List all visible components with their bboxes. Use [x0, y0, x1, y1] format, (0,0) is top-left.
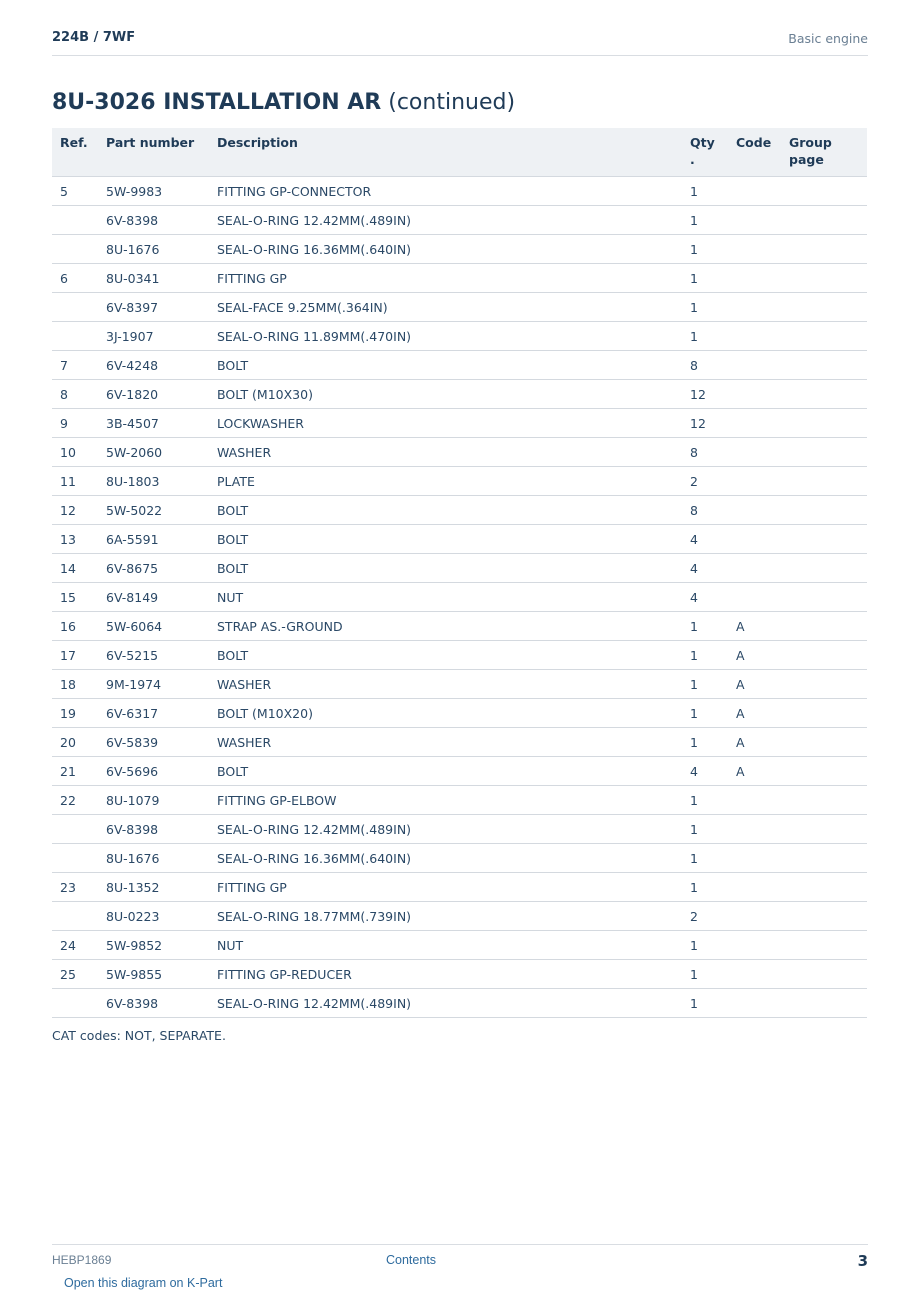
cell-part-number: 6V-8397 — [98, 293, 209, 322]
document-code: HEBP1869 — [52, 1253, 112, 1267]
cell-ref: 18 — [52, 670, 98, 699]
cell-ref: 6 — [52, 264, 98, 293]
cell-description: SEAL-O-RING 16.36MM(.640IN) — [209, 844, 682, 873]
cell-code — [728, 989, 781, 1018]
cell-qty: 2 — [682, 467, 728, 496]
cell-code — [728, 409, 781, 438]
cell-description: WASHER — [209, 438, 682, 467]
cell-description: BOLT — [209, 641, 682, 670]
table-row — [52, 177, 867, 206]
cell-description: BOLT — [209, 525, 682, 554]
cell-part-number: 8U-1352 — [98, 873, 209, 902]
cell-qty: 12 — [682, 380, 728, 409]
cell-group-page — [781, 525, 867, 554]
cell-description: SEAL-O-RING 12.42MM(.489IN) — [209, 989, 682, 1018]
col-header-ref: Ref. — [52, 128, 98, 177]
table-row — [52, 670, 867, 699]
cell-group-page — [781, 496, 867, 525]
cell-part-number: 6V-1820 — [98, 380, 209, 409]
cell-code — [728, 583, 781, 612]
table-row — [52, 467, 867, 496]
cell-description: SEAL-O-RING 16.36MM(.640IN) — [209, 235, 682, 264]
cell-group-page — [781, 467, 867, 496]
cell-qty: 8 — [682, 438, 728, 467]
table-row — [52, 844, 867, 873]
cell-qty: 1 — [682, 612, 728, 641]
cell-description: BOLT — [209, 757, 682, 786]
page-title-main: 8U-3026 INSTALLATION AR — [52, 90, 382, 115]
cell-code — [728, 438, 781, 467]
cell-qty: 8 — [682, 351, 728, 380]
cell-description: BOLT — [209, 351, 682, 380]
cell-qty: 1 — [682, 786, 728, 815]
cell-ref: 17 — [52, 641, 98, 670]
cell-description: SEAL-O-RING 18.77MM(.739IN) — [209, 902, 682, 931]
cell-qty: 1 — [682, 177, 728, 206]
cell-qty: 4 — [682, 583, 728, 612]
cell-group-page — [781, 960, 867, 989]
table-row — [52, 960, 867, 989]
cell-part-number: 6V-8398 — [98, 815, 209, 844]
cell-code — [728, 873, 781, 902]
cell-description: FITTING GP — [209, 873, 682, 902]
cell-group-page — [781, 206, 867, 235]
cell-group-page — [781, 873, 867, 902]
table-row — [52, 699, 867, 728]
cell-code — [728, 467, 781, 496]
cell-group-page — [781, 351, 867, 380]
cell-part-number: 5W-5022 — [98, 496, 209, 525]
cell-code — [728, 293, 781, 322]
cell-code — [728, 235, 781, 264]
cell-part-number: 8U-0223 — [98, 902, 209, 931]
page-number: 3 — [857, 1252, 868, 1270]
cell-ref — [52, 815, 98, 844]
cell-group-page — [781, 728, 867, 757]
cell-qty: 1 — [682, 206, 728, 235]
cell-code — [728, 902, 781, 931]
cell-code — [728, 931, 781, 960]
cell-part-number: 5W-6064 — [98, 612, 209, 641]
cell-part-number: 6V-4248 — [98, 351, 209, 380]
cell-code: A — [728, 641, 781, 670]
cell-code — [728, 496, 781, 525]
cell-code — [728, 525, 781, 554]
cell-group-page — [781, 554, 867, 583]
parts-table-body — [52, 177, 867, 1018]
table-row — [52, 293, 867, 322]
table-row — [52, 409, 867, 438]
section-label: Basic engine — [788, 31, 868, 46]
cell-code — [728, 815, 781, 844]
cell-description: WASHER — [209, 728, 682, 757]
page-title-suffix: (continued) — [388, 90, 516, 115]
cell-part-number: 6V-5696 — [98, 757, 209, 786]
cell-description: SEAL-O-RING 11.89MM(.470IN) — [209, 322, 682, 351]
cell-qty: 1 — [682, 264, 728, 293]
cell-group-page — [781, 786, 867, 815]
cell-qty: 2 — [682, 902, 728, 931]
cell-part-number: 5W-9852 — [98, 931, 209, 960]
table-row — [52, 757, 867, 786]
cell-qty: 1 — [682, 989, 728, 1018]
cell-code — [728, 351, 781, 380]
cell-description: STRAP AS.-GROUND — [209, 612, 682, 641]
cell-description: SEAL-FACE 9.25MM(.364IN) — [209, 293, 682, 322]
table-row — [52, 438, 867, 467]
cell-code: A — [728, 699, 781, 728]
cell-code: A — [728, 670, 781, 699]
table-row — [52, 612, 867, 641]
cell-qty: 1 — [682, 641, 728, 670]
cell-description: WASHER — [209, 670, 682, 699]
cell-ref: 10 — [52, 438, 98, 467]
cell-ref: 19 — [52, 699, 98, 728]
cell-code — [728, 177, 781, 206]
cell-group-page — [781, 641, 867, 670]
cell-description: LOCKWASHER — [209, 409, 682, 438]
cell-ref — [52, 206, 98, 235]
cell-qty: 1 — [682, 844, 728, 873]
model-label: 224B / 7WF — [52, 30, 136, 45]
table-row — [52, 873, 867, 902]
cell-ref: 23 — [52, 873, 98, 902]
cell-ref: 8 — [52, 380, 98, 409]
cell-code — [728, 264, 781, 293]
cell-part-number: 5W-2060 — [98, 438, 209, 467]
cell-code — [728, 322, 781, 351]
cell-ref: 25 — [52, 960, 98, 989]
cell-group-page — [781, 757, 867, 786]
cell-ref: 11 — [52, 467, 98, 496]
cell-ref: 24 — [52, 931, 98, 960]
cell-qty: 4 — [682, 554, 728, 583]
col-header-code: Code — [728, 128, 781, 177]
open-kpart-link[interactable]: Open this diagram on K-Part — [64, 1276, 223, 1290]
cell-ref: 7 — [52, 351, 98, 380]
cell-part-number: 6V-8149 — [98, 583, 209, 612]
cell-group-page — [781, 815, 867, 844]
cell-part-number: 3J-1907 — [98, 322, 209, 351]
cell-group-page — [781, 293, 867, 322]
cell-part-number: 6V-5839 — [98, 728, 209, 757]
cell-description: BOLT — [209, 496, 682, 525]
cell-part-number: 8U-0341 — [98, 264, 209, 293]
table-row — [52, 235, 867, 264]
cell-qty: 1 — [682, 670, 728, 699]
page-footer — [52, 1244, 868, 1275]
cell-ref: 13 — [52, 525, 98, 554]
cell-ref — [52, 989, 98, 1018]
table-row — [52, 641, 867, 670]
cell-ref: 20 — [52, 728, 98, 757]
table-row — [52, 902, 867, 931]
cell-description: PLATE — [209, 467, 682, 496]
cell-description: NUT — [209, 931, 682, 960]
parts-table — [52, 128, 867, 1018]
cell-qty: 1 — [682, 815, 728, 844]
cell-ref: 21 — [52, 757, 98, 786]
cell-part-number: 6V-8398 — [98, 206, 209, 235]
cell-part-number: 6V-8398 — [98, 989, 209, 1018]
cell-part-number: 8U-1803 — [98, 467, 209, 496]
cell-description: BOLT (M10X30) — [209, 380, 682, 409]
cell-description: NUT — [209, 583, 682, 612]
cell-description: SEAL-O-RING 12.42MM(.489IN) — [209, 815, 682, 844]
cell-code — [728, 380, 781, 409]
table-row — [52, 351, 867, 380]
cell-part-number: 6V-6317 — [98, 699, 209, 728]
cell-part-number: 6V-5215 — [98, 641, 209, 670]
cell-group-page — [781, 931, 867, 960]
cell-group-page — [781, 699, 867, 728]
cell-description: FITTING GP-ELBOW — [209, 786, 682, 815]
cell-code — [728, 960, 781, 989]
table-row — [52, 931, 867, 960]
cell-ref: 12 — [52, 496, 98, 525]
contents-link[interactable]: Contents — [386, 1253, 437, 1267]
cell-ref: 22 — [52, 786, 98, 815]
cell-part-number: 9M-1974 — [98, 670, 209, 699]
table-row — [52, 786, 867, 815]
cell-qty: 4 — [682, 757, 728, 786]
table-row — [52, 206, 867, 235]
cell-qty: 4 — [682, 525, 728, 554]
cell-part-number: 6A-5591 — [98, 525, 209, 554]
table-row — [52, 815, 867, 844]
table-row — [52, 380, 867, 409]
cell-group-page — [781, 380, 867, 409]
cell-ref: 5 — [52, 177, 98, 206]
cell-part-number: 8U-1079 — [98, 786, 209, 815]
table-row — [52, 525, 867, 554]
page-title — [52, 90, 515, 115]
cell-qty: 1 — [682, 699, 728, 728]
cell-qty: 1 — [682, 931, 728, 960]
cell-qty: 1 — [682, 322, 728, 351]
cell-description: BOLT (M10X20) — [209, 699, 682, 728]
cell-code — [728, 844, 781, 873]
cell-ref — [52, 902, 98, 931]
cell-qty: 1 — [682, 873, 728, 902]
parts-table-header — [52, 128, 867, 177]
cell-qty: 12 — [682, 409, 728, 438]
cell-code: A — [728, 757, 781, 786]
cell-ref — [52, 293, 98, 322]
cell-qty: 8 — [682, 496, 728, 525]
cell-ref — [52, 322, 98, 351]
col-header-group-page: Group page — [781, 128, 867, 177]
cell-description: FITTING GP — [209, 264, 682, 293]
cell-part-number: 8U-1676 — [98, 844, 209, 873]
cell-group-page — [781, 322, 867, 351]
cell-ref: 9 — [52, 409, 98, 438]
cell-group-page — [781, 670, 867, 699]
cell-code — [728, 786, 781, 815]
cell-description: BOLT — [209, 554, 682, 583]
cell-part-number: 3B-4507 — [98, 409, 209, 438]
cell-qty: 1 — [682, 293, 728, 322]
cell-group-page — [781, 438, 867, 467]
cell-ref: 16 — [52, 612, 98, 641]
table-row — [52, 583, 867, 612]
table-row — [52, 989, 867, 1018]
cell-group-page — [781, 844, 867, 873]
cell-group-page — [781, 177, 867, 206]
table-row — [52, 264, 867, 293]
page-header — [52, 28, 868, 56]
cell-description: SEAL-O-RING 12.42MM(.489IN) — [209, 206, 682, 235]
cell-qty: 1 — [682, 960, 728, 989]
cell-group-page — [781, 612, 867, 641]
cell-qty: 1 — [682, 235, 728, 264]
cell-group-page — [781, 989, 867, 1018]
cell-group-page — [781, 583, 867, 612]
cell-part-number: 5W-9855 — [98, 960, 209, 989]
cell-part-number: 6V-8675 — [98, 554, 209, 583]
cell-ref — [52, 235, 98, 264]
col-header-part-number: Part number — [98, 128, 209, 177]
footnote: CAT codes: NOT, SEPARATE. — [52, 1028, 226, 1043]
cell-ref: 14 — [52, 554, 98, 583]
cell-code: A — [728, 612, 781, 641]
cell-qty: 1 — [682, 728, 728, 757]
cell-group-page — [781, 409, 867, 438]
cell-group-page — [781, 264, 867, 293]
col-header-qty: Qty . — [682, 128, 728, 177]
table-row — [52, 728, 867, 757]
table-row — [52, 496, 867, 525]
cell-part-number: 5W-9983 — [98, 177, 209, 206]
cell-part-number: 8U-1676 — [98, 235, 209, 264]
cell-code — [728, 554, 781, 583]
cell-group-page — [781, 235, 867, 264]
cell-ref: 15 — [52, 583, 98, 612]
col-header-description: Description — [209, 128, 682, 177]
cell-code: A — [728, 728, 781, 757]
cell-code — [728, 206, 781, 235]
cell-description: FITTING GP-REDUCER — [209, 960, 682, 989]
table-row — [52, 554, 867, 583]
cell-group-page — [781, 902, 867, 931]
table-row — [52, 322, 867, 351]
cell-ref — [52, 844, 98, 873]
cell-description: FITTING GP-CONNECTOR — [209, 177, 682, 206]
